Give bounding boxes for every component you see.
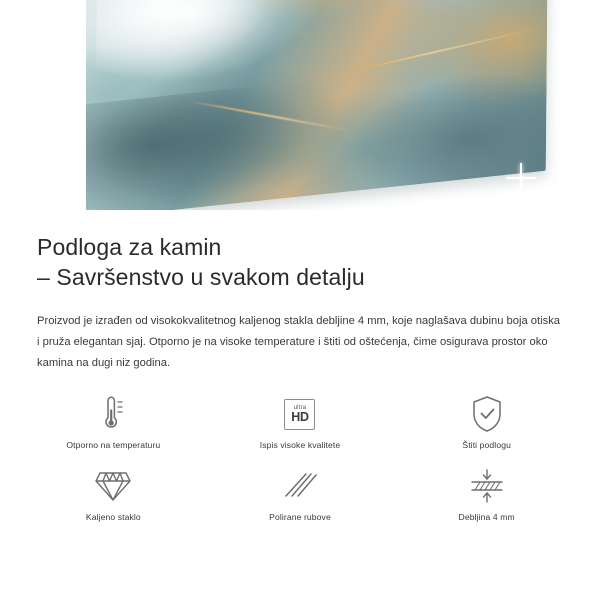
sparkle-icon [506,163,536,193]
ultra-hd-badge-top: ultra [293,404,307,411]
feature-item-polished-edges [207,464,394,536]
feature-item-protection [393,392,580,464]
headline-line-2: – Savršenstvo u svakom detalju [37,264,365,290]
feature-grid [20,392,580,536]
diamond-icon [92,464,134,508]
shield-check-icon [467,392,507,436]
thickness-arrows-icon [466,464,508,508]
artwork-white-bloom [96,0,327,93]
hero-image [0,0,600,222]
hero-mask-bottom [0,210,600,222]
product-description: Proizvod je izrađen od visokokvalitetnog kaljenog stakla debljine 4 mm, koje naglašava dubinu boja otiska i pruža elegantan sjaj. Otporno je na visoke temperature i štiti od oštećenja, čime osigurava prostor oko kamina na dugi niz godina. [37,315,561,369]
glass-panel-artwork [76,0,548,220]
polished-edges-icon [280,464,320,508]
feature-item-print-quality [207,392,394,464]
ultra-hd-badge-bottom: HD [291,409,309,424]
feature-item-thickness [393,464,580,536]
feature-item-temperature [20,392,207,464]
feature-label: Otporno na temperaturu [66,440,161,450]
headline-line-1: Podloga za kamin [37,234,222,260]
hero-mask-left [0,0,86,222]
feature-label: Polirane rubove [269,512,331,522]
ultra-hd-icon [284,392,315,436]
feature-label: Štiti podlogu [462,440,511,450]
feature-item-tempered-glass [20,464,207,536]
page-title [37,232,557,292]
thermometer-icon [94,392,132,436]
feature-label: Ispis visoke kvalitete [259,440,341,450]
feature-label: Debljina 4 mm [458,512,515,522]
feature-label: Kaljeno staklo [85,512,141,522]
artwork-dark-wash-right [348,61,548,216]
